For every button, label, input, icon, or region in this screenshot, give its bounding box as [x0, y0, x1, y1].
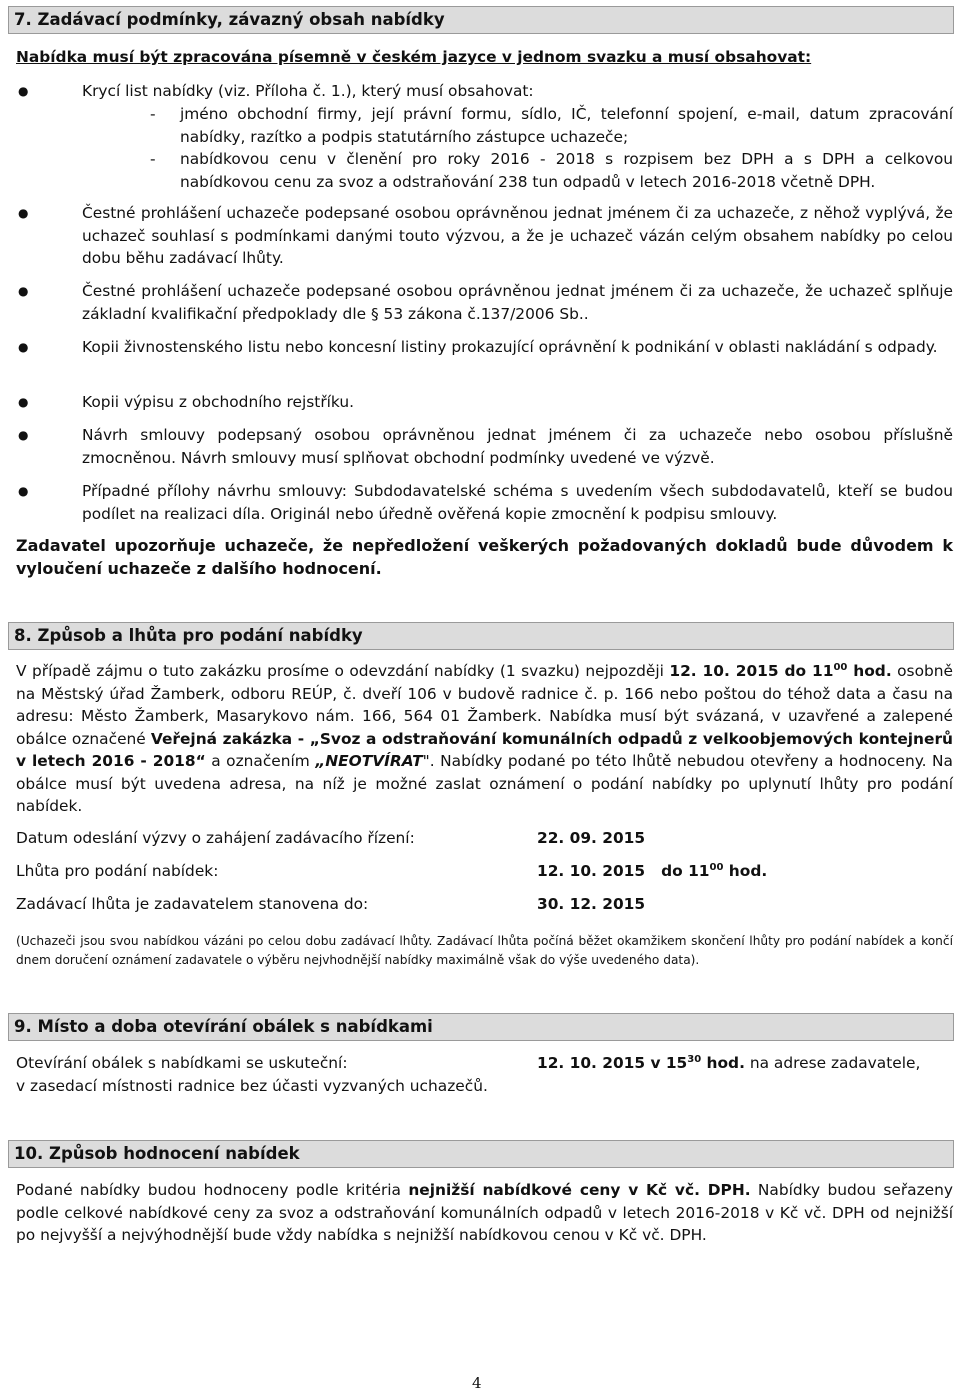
bullet-icon: ●: [18, 206, 29, 220]
bullet-icon: ●: [18, 395, 29, 409]
bullet-declaration-qualification: Čestné prohlášení uchazeče podepsané osobou oprávněnou jednat jménem či za uchazeče, že uchazeč splňuje základní kvalifikační předpoklady dle § 53 zákona č.137/2006 Sb..: [82, 282, 953, 323]
opening-label: Otevírání obálek s nabídkami se uskuteční:: [16, 1054, 348, 1072]
bullet-trade-license: Kopii živnostenského listu nebo koncesní listiny prokazující oprávnění k podnikání v oblasti nakládání s odpady.: [82, 338, 938, 356]
bullet-icon: ●: [18, 340, 29, 354]
do-not-open-mark: „NEOTVÍRAT: [315, 752, 423, 770]
submission-deadline-date: 12. 10. 2015 do 11: [537, 862, 710, 880]
submission-deadline-label: Lhůta pro podání nabídek:: [16, 862, 219, 880]
bullet-contract-draft: Návrh smlouvy podepsaný osobou oprávněnou jednat jménem či za uchazeče nebo osobou příslušně zmocněnou. Návrh smlouvy musí splňovat obchodní podmínky uvedené ve výzvě.: [82, 426, 953, 467]
bullet-contract-attachments: Případné přílohy návrhu smlouvy: Subdodavatelské schéma s uvedením všech subdodavatelů, kteří se budou podílet na realizaci díla. Originál nebo úředně ověřená kopie zmocnění k podpisu smlouvy.: [82, 482, 953, 523]
submission-deadline-value: [537, 860, 767, 883]
bullet-icon: ●: [18, 84, 29, 98]
cover-sheet-item-2: nabídkovou cenu v členění pro roky 2016 - 2018 s rozpisem bez DPH a s DPH a celkovou nabídkovou cenu za svoz a odstraňování 238 tun odpadů v letech 2016-2018 včetně DPH.: [180, 150, 953, 191]
cover-sheet-item-1: jméno obchodní firmy, její právní formu, sídlo, IČ, telefonní spojení, e-mail, datum zpracování nabídky, razítko a podpis statutárního zástupce uchazeče;: [180, 105, 953, 146]
dispatch-date-label: Datum odeslání výzvy o zahájení zadávacího řízení:: [16, 829, 415, 847]
bullet-commercial-register: Kopii výpisu z obchodního rejstříku.: [82, 393, 355, 411]
opening-minutes: 30: [687, 1054, 702, 1065]
disqualification-warning: Zadavatel upozorňuje uchazeče, že nepředložení veškerých požadovaných dokladů bude důvodem k vyloučení uchazeče z dalšího hodnocení.: [16, 536, 953, 578]
bullet-icon: ●: [18, 428, 29, 442]
tender-name: Veřejná zakázka - „Svoz a odstraňování komunálních odpadů z velkoobjemových kontejnerů v letech 2016 - 2018“: [16, 729, 953, 770]
evaluation-criterion: nejnižší nabídkové ceny v Kč vč. DPH.: [408, 1181, 751, 1199]
bullet-cover-sheet: Krycí list nabídky (viz. Příloha č. 1.), který musí obsahovat:: [82, 82, 534, 100]
opening-hod: hod.: [701, 1054, 745, 1072]
opening-address-text: na adrese zadavatele,: [744, 1054, 921, 1072]
evaluation-text-start: Podané nabídky budou hodnoceny podle kritéria: [16, 1181, 409, 1199]
dash-marker: -: [150, 105, 156, 123]
submission-text-start: V případě zájmu o tuto zakázku prosíme o odevzdání nabídky (1 svazku) nejpozději: [16, 662, 670, 680]
evaluation-paragraph: [16, 1179, 953, 1247]
binding-period-value: 30. 12. 2015: [537, 895, 646, 913]
deadline-date: 12. 10. 2015 do 11: [669, 662, 834, 680]
deadline-minutes: 00: [833, 662, 848, 673]
submission-deadline-hod: hod.: [723, 862, 768, 880]
binding-period-label: Zadávací lhůta je zadavatelem stanovena do:: [16, 895, 369, 913]
dispatch-date-value: 22. 09. 2015: [537, 829, 646, 847]
bullet-icon: ●: [18, 284, 29, 298]
opening-datetime: [537, 1052, 920, 1075]
evaluation-text-end: Nabídky budou seřazeny podle celkové nabídkové ceny za svoz a odstraňování komunálních odpadů v letech 2016-2018 v Kč vč. DPH od nejnižší po nejvyšší a nejvýhodnější bude vždy nabídka s nejnižší nabídkovou cenou v Kč vč. DPH.: [16, 1181, 953, 1244]
submission-text-end: ". Nabídky podané po této lhůtě nebudou otevřeny a hodnoceny. Na obálce musí být uvedena adresa, na níž je možné zaslat oznámení o podání nabídky po uplynutí lhůty pro podání nabídek.: [16, 752, 953, 815]
section-10-heading: 10. Způsob hodnocení nabídek: [8, 1140, 954, 1168]
section-7-intro: Nabídka musí být zpracována písemně v českém jazyce v jednom svazku a musí obsahovat:: [16, 48, 812, 66]
submission-paragraph: [16, 660, 953, 818]
bullet-declaration-consent: Čestné prohlášení uchazeče podepsané osobou oprávněnou jednat jménem či za uchazeče, z něhož vyplývá, že uchazeč souhlasí s podmínkami danými touto výzvou, a že je uchazeč vázán celým obsahem nabídky po celou dobu běhu zadávací lhůty.: [82, 204, 953, 267]
section-9-heading: 9. Místo a doba otevírání obálek s nabídkami: [8, 1013, 954, 1041]
section-7-heading: 7. Zadávací podmínky, závazný obsah nabídky: [8, 6, 954, 34]
submission-text-middle: osobně na Městský úřad Žamberk, odboru REÚP, č. dveří 106 v budově radnice č. p. 166 nebo poštou do téhož data a času na adresu: Město Žamberk, Masarykovo nám. 166, 564 01 Žamberk. Nabídka musí být svázaná, v uzavřené a zalepené obálce označené: [16, 662, 953, 748]
submission-text-mark: a označením: [205, 752, 316, 770]
bullet-icon: ●: [18, 484, 29, 498]
submission-deadline-minutes: 00: [709, 862, 724, 873]
dash-marker: -: [150, 150, 156, 168]
section-8-heading: 8. Způsob a lhůta pro podání nabídky: [8, 622, 954, 650]
deadline-hod: hod.: [847, 662, 892, 680]
page-number: 4: [472, 1374, 482, 1392]
opening-date: 12. 10. 2015 v 15: [537, 1054, 688, 1072]
binding-period-note: (Uchazeči jsou svou nabídkou vázáni po celou dobu zadávací lhůty. Zadávací lhůta počíná běžet okamžikem skončení lhůty pro podání nabídek a končí dnem doručení oznámení zadavatele o výběru nejvhodnější nabídky maximálně však do výše uvedeného data).: [16, 934, 953, 967]
opening-place: v zasedací místnosti radnice bez účasti vyzvaných uchazečů.: [16, 1077, 488, 1095]
